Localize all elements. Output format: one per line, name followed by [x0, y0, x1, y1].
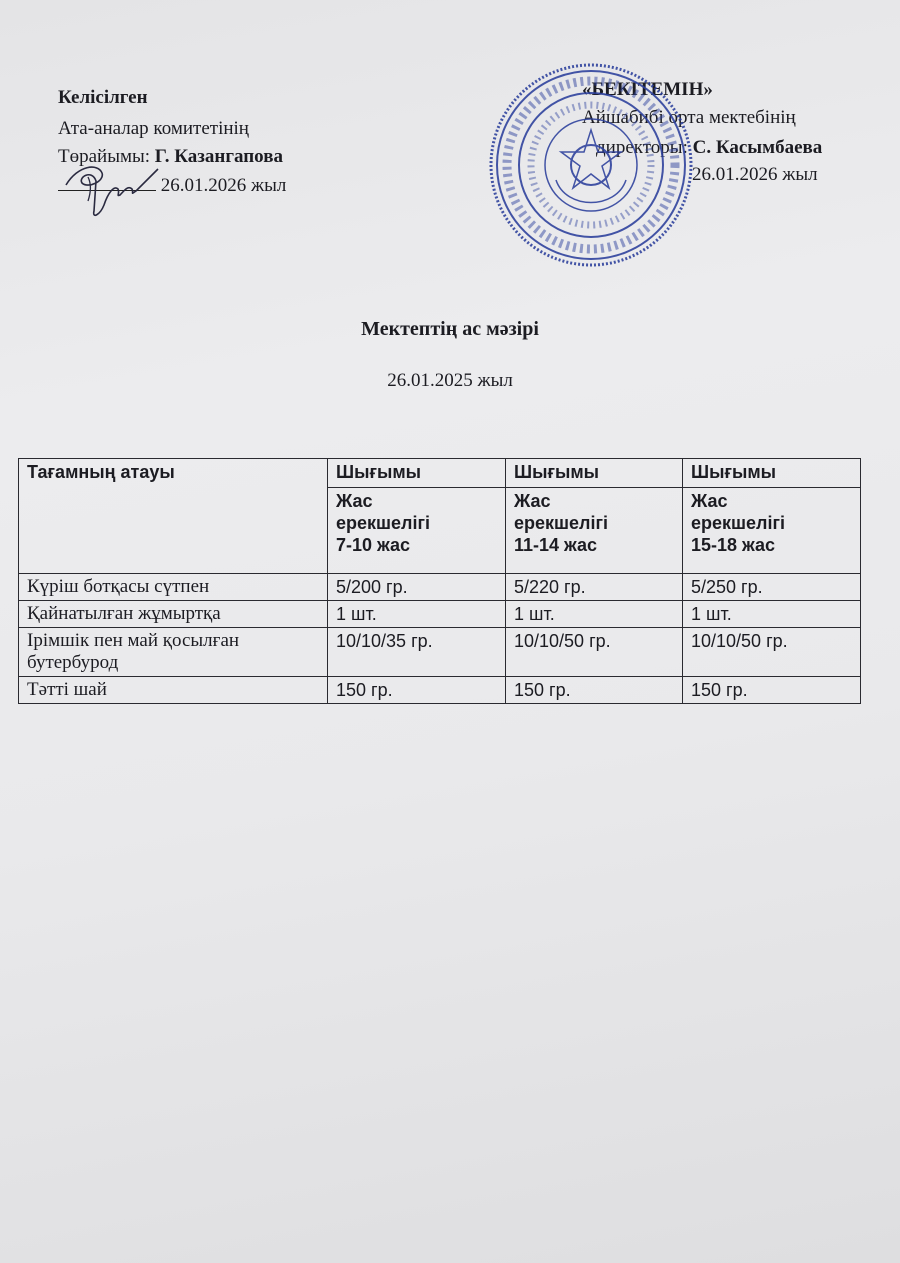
portion-value: 10/10/35 гр. — [328, 628, 506, 677]
page-title: Мектептің ас мәзірі — [361, 318, 539, 340]
portion-value: 5/250 гр. — [683, 574, 861, 601]
header-output: Шығымы — [683, 459, 861, 488]
header-age: Жас ерекшелігі 15-18 жас — [683, 488, 861, 574]
director-name: С. Касымбаева — [692, 137, 823, 158]
dish-name: Ірімшік пен май қосылған бутербурод — [19, 628, 328, 677]
document-date: 26.01.2025 жыл — [387, 370, 513, 391]
portion-value: 150 гр. — [506, 677, 683, 704]
portion-value: 10/10/50 гр. — [683, 628, 861, 677]
signature-image — [58, 155, 168, 225]
dish-name: Қайнатылған жұмыртқа — [19, 601, 328, 628]
portion-value: 1 шт. — [683, 601, 861, 628]
chair-name: Г. Казангапова — [154, 146, 283, 167]
dish-name: Тәтті шай — [19, 677, 328, 704]
portion-value: 10/10/50 гр. — [506, 628, 683, 677]
table-row — [19, 677, 861, 704]
table-row — [19, 574, 861, 601]
portion-value: 1 шт. — [328, 601, 506, 628]
table-row — [19, 628, 861, 677]
table-row — [19, 601, 861, 628]
header-output: Шығымы — [328, 459, 506, 488]
dish-name: Күріш ботқасы сүтпен — [19, 574, 328, 601]
table-header-row — [19, 459, 861, 488]
portion-value: 150 гр. — [683, 677, 861, 704]
header-output: Шығымы — [506, 459, 683, 488]
chair-prefix: Төрайымы: — [58, 146, 151, 167]
header-age: Жас ерекшелігі 7-10 жас — [328, 488, 506, 574]
header-dish-name: Тағамның атауы — [19, 459, 328, 574]
left-date: 26.01.2026 жыл — [160, 175, 287, 196]
director-prefix: директоры: — [596, 137, 688, 158]
portion-value: 5/200 гр. — [328, 574, 506, 601]
committee-label: Ата-аналар комитетінің — [58, 118, 249, 139]
header-age: Жас ерекшелігі 11-14 жас — [506, 488, 683, 574]
approved-label: «БЕКІТЕМІН» — [582, 79, 713, 100]
portion-value: 150 гр. — [328, 677, 506, 704]
portion-value: 5/220 гр. — [506, 574, 683, 601]
school-label: Айшабибі орта мектебінің — [582, 107, 796, 128]
official-stamp — [486, 60, 696, 270]
right-date: 26.01.2026 жыл — [692, 164, 818, 185]
portion-value: 1 шт. — [506, 601, 683, 628]
agreed-label: Келісілген — [58, 87, 148, 108]
menu-table — [18, 458, 861, 704]
